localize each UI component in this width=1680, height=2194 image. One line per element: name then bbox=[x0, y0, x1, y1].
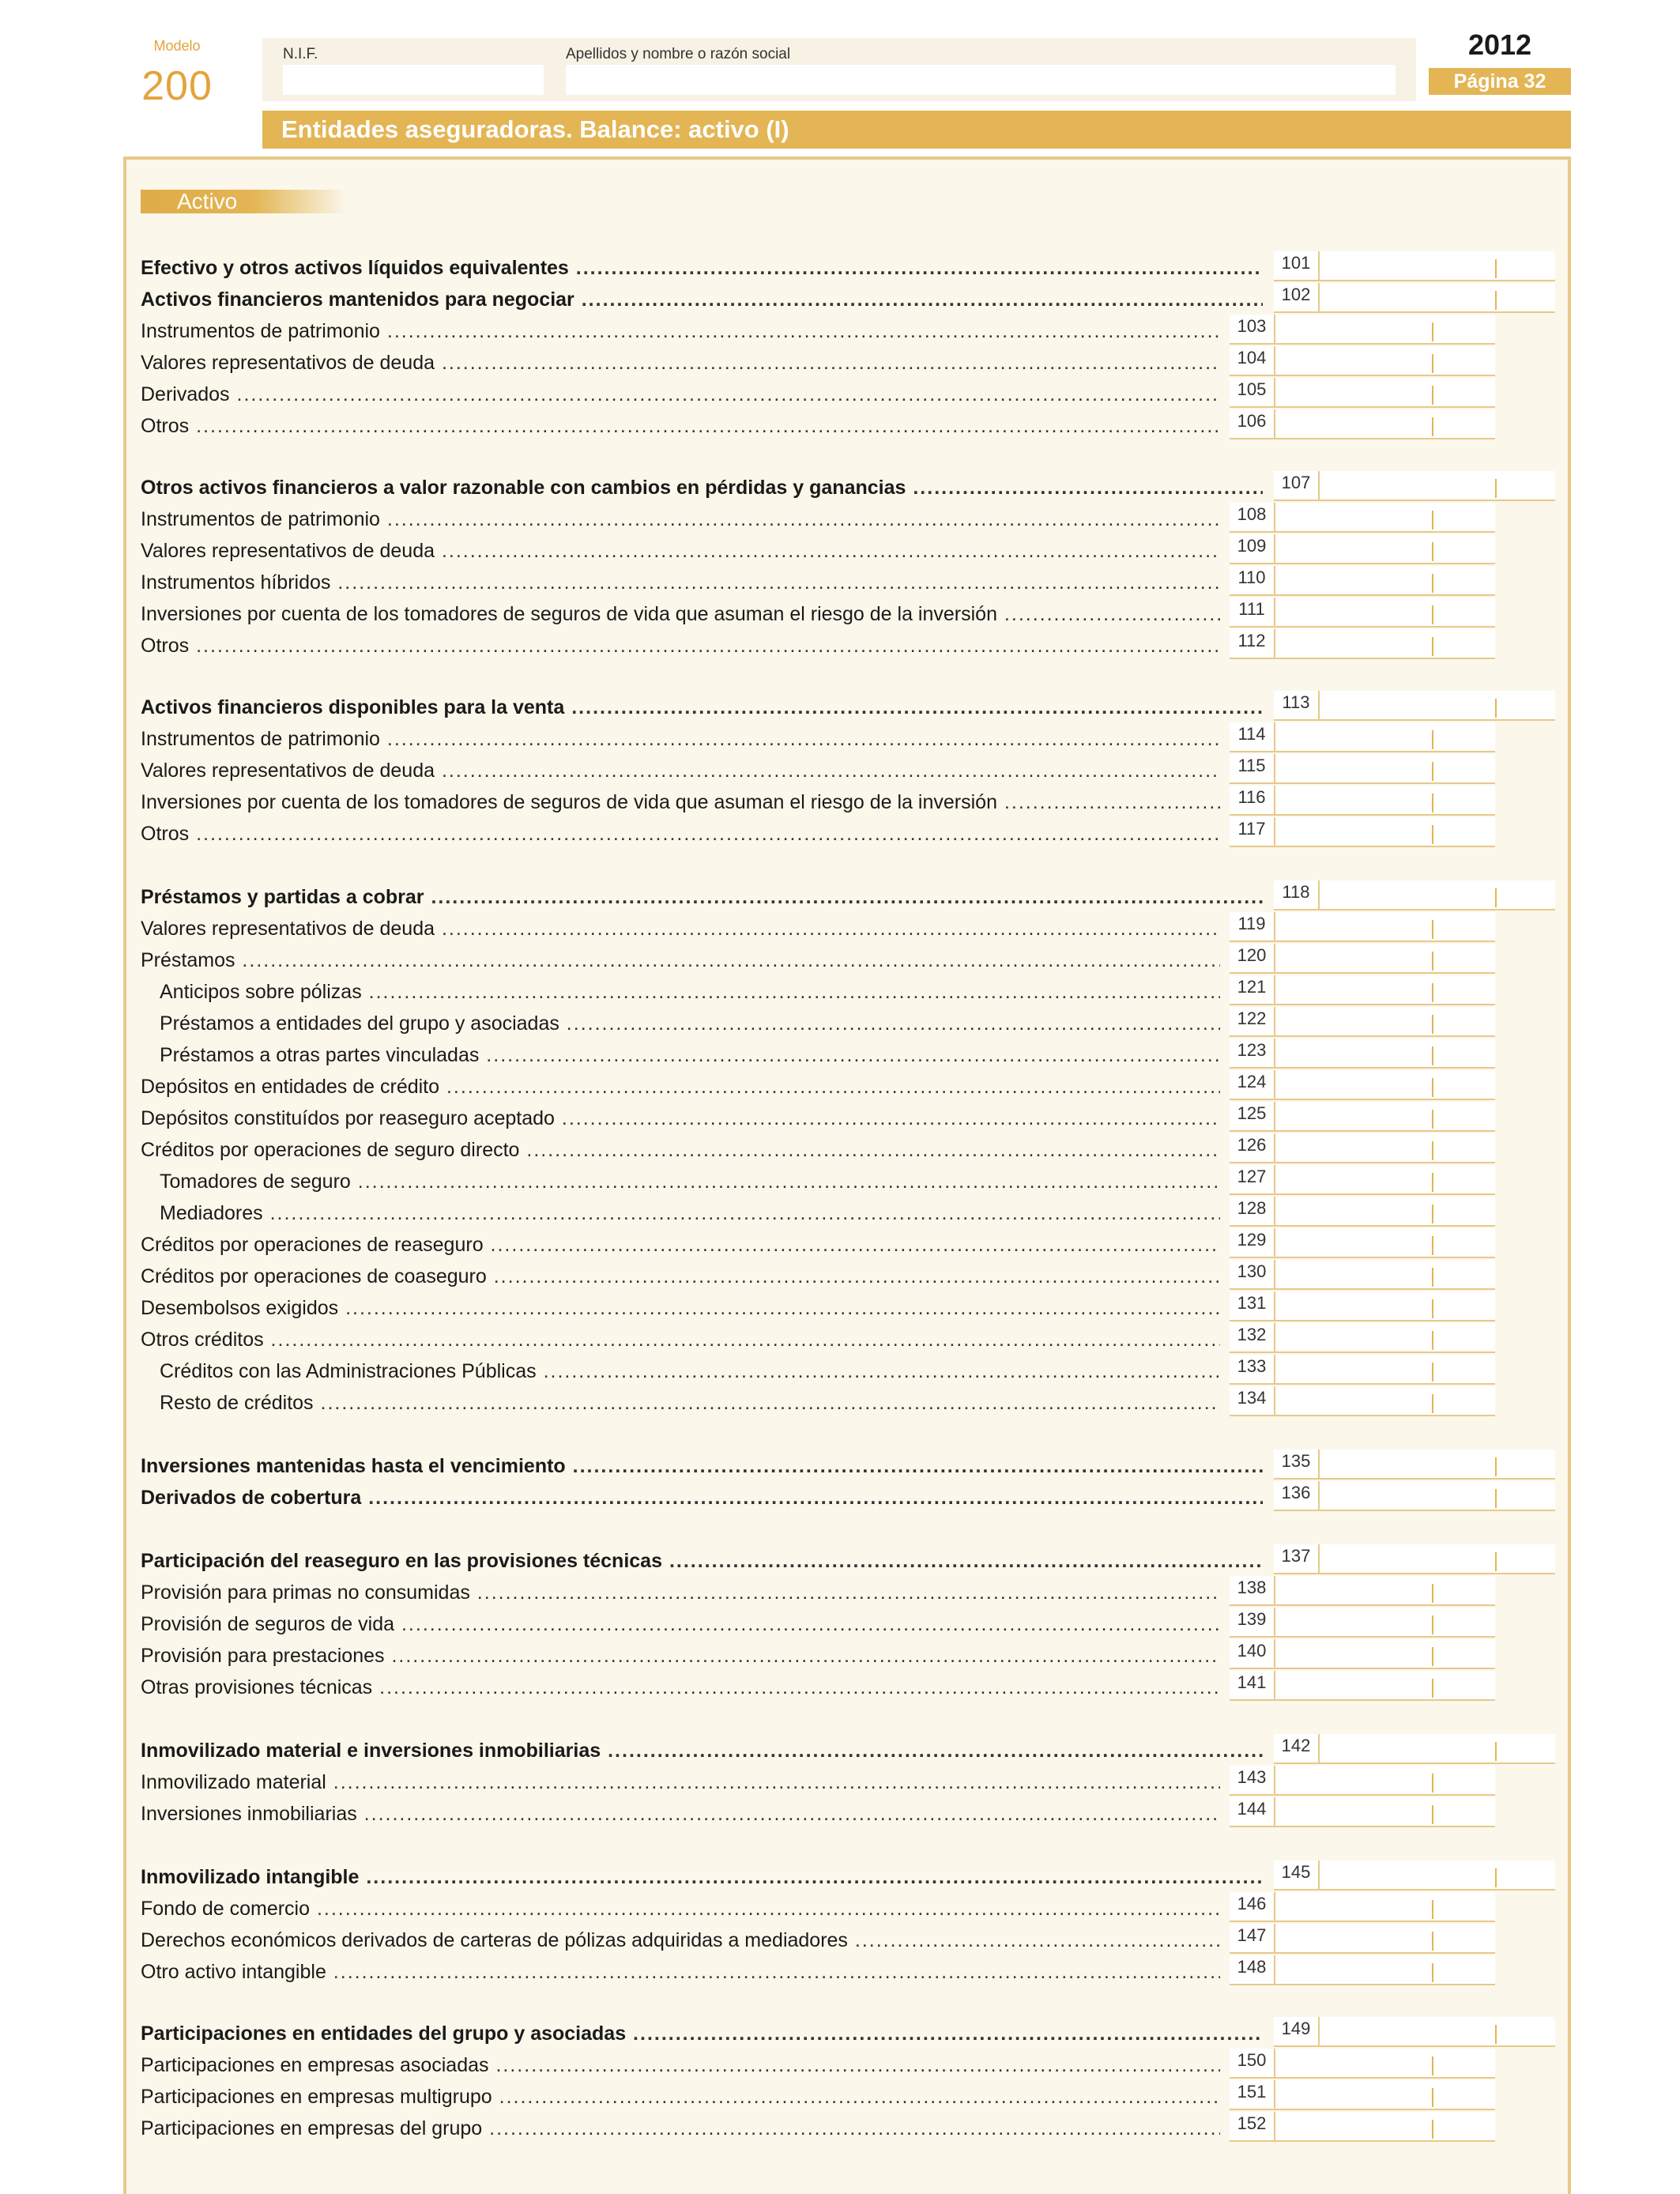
box-code: 111 bbox=[1230, 598, 1275, 626]
decimal-separator bbox=[1432, 1805, 1433, 1824]
amount-field-131[interactable] bbox=[1230, 1291, 1495, 1321]
amount-field-148[interactable] bbox=[1230, 1955, 1495, 1985]
row-label: Depósitos constituídos por reaseguro aceptado ..... bbox=[141, 1106, 1220, 1130]
row-label: Inversiones mantenidas hasta el vencimiento ..... bbox=[141, 1454, 1263, 1478]
amount-field-103[interactable] bbox=[1230, 315, 1495, 345]
form-row-126 bbox=[141, 1133, 1555, 1165]
form-row-138 bbox=[141, 1576, 1555, 1608]
amount-field-133[interactable] bbox=[1230, 1355, 1495, 1385]
row-label: Valores representativos de deuda ..... bbox=[141, 917, 1220, 941]
decimal-separator bbox=[1432, 1173, 1433, 1192]
form-row-129 bbox=[141, 1228, 1555, 1260]
decimal-separator bbox=[1432, 637, 1433, 656]
form-row-152 bbox=[141, 2112, 1555, 2143]
box-code: 152 bbox=[1230, 2112, 1275, 2140]
decimal-separator bbox=[1432, 920, 1433, 939]
decimal-separator bbox=[1432, 417, 1433, 436]
form-row-122 bbox=[141, 1007, 1555, 1039]
decimal-separator bbox=[1432, 1204, 1433, 1223]
amount-field-145[interactable] bbox=[1274, 1860, 1555, 1891]
row-label: Instrumentos híbridos ..... bbox=[141, 571, 1220, 594]
modelo-label: Modelo bbox=[153, 38, 201, 54]
row-label: Inmovilizado intangible ..... bbox=[141, 1865, 1263, 1889]
decimal-separator bbox=[1432, 1963, 1433, 1982]
box-code: 104 bbox=[1230, 346, 1275, 375]
form-row-105 bbox=[141, 378, 1555, 409]
decimal-separator bbox=[1432, 730, 1433, 749]
row-label: Otros ..... bbox=[141, 414, 1220, 438]
form-row-141 bbox=[141, 1671, 1555, 1702]
amount-field-152[interactable] bbox=[1230, 2112, 1495, 2142]
row-label: Inversiones inmobiliarias ..... bbox=[141, 1802, 1220, 1826]
row-label: Inversiones por cuenta de los tomadores de seguros de vida que asuman el riesgo de la inversión ..... bbox=[141, 790, 1220, 814]
amount-field-124[interactable] bbox=[1230, 1070, 1495, 1100]
box-code: 109 bbox=[1230, 534, 1275, 563]
row-label: Fondo de comercio ..... bbox=[141, 1897, 1220, 1921]
decimal-separator bbox=[1432, 1932, 1433, 1951]
box-code: 101 bbox=[1274, 251, 1320, 280]
form-row-107 bbox=[141, 471, 1555, 503]
form-row-143 bbox=[141, 1766, 1555, 1797]
decimal-separator bbox=[1432, 2088, 1433, 2107]
amount-field-108[interactable] bbox=[1230, 503, 1495, 533]
amount-field-134[interactable] bbox=[1230, 1386, 1495, 1416]
decimal-separator bbox=[1432, 2120, 1433, 2139]
taxpayer-header bbox=[262, 38, 1416, 101]
form-row-116 bbox=[141, 786, 1555, 817]
amount-field-151[interactable] bbox=[1230, 2080, 1495, 2110]
box-code: 150 bbox=[1230, 2049, 1275, 2077]
row-label: Valores representativos de deuda ..... bbox=[141, 759, 1220, 782]
row-label: Valores representativos de deuda ..... bbox=[141, 539, 1220, 563]
amount-field-144[interactable] bbox=[1230, 1797, 1495, 1827]
box-code: 121 bbox=[1230, 975, 1275, 1004]
amount-field-128[interactable] bbox=[1230, 1197, 1495, 1227]
box-code: 127 bbox=[1230, 1165, 1275, 1193]
box-code: 113 bbox=[1274, 691, 1320, 719]
box-code: 120 bbox=[1230, 944, 1275, 972]
nif-label: N.I.F. bbox=[283, 46, 318, 62]
row-label: Activos financieros disponibles para la venta ..... bbox=[141, 696, 1263, 719]
name-field[interactable] bbox=[566, 65, 1396, 95]
row-label: Derivados ..... bbox=[141, 383, 1220, 406]
box-code: 144 bbox=[1230, 1797, 1275, 1826]
decimal-separator bbox=[1432, 322, 1433, 341]
amount-field-125[interactable] bbox=[1230, 1102, 1495, 1132]
decimal-separator bbox=[1432, 1141, 1433, 1160]
row-label: Participación del reaseguro en las provisiones técnicas ..... bbox=[141, 1549, 1263, 1573]
form-row-140 bbox=[141, 1639, 1555, 1671]
amount-field-117[interactable] bbox=[1230, 817, 1495, 847]
decimal-separator bbox=[1432, 1394, 1433, 1413]
form-row-137 bbox=[141, 1544, 1555, 1576]
row-label: Activos financieros mantenidos para negociar ..... bbox=[141, 288, 1263, 311]
decimal-separator bbox=[1432, 1110, 1433, 1129]
amount-field-110[interactable] bbox=[1230, 566, 1495, 596]
decimal-separator bbox=[1495, 699, 1497, 718]
amount-field-113[interactable] bbox=[1274, 691, 1555, 721]
section-tab-activo: Activo bbox=[141, 190, 346, 213]
row-label: Derechos económicos derivados de carteras de pólizas adquiridas a mediadores ..... bbox=[141, 1928, 1220, 1952]
amount-field-115[interactable] bbox=[1230, 754, 1495, 784]
box-code: 149 bbox=[1274, 2017, 1320, 2045]
box-code: 134 bbox=[1230, 1386, 1275, 1415]
box-code: 124 bbox=[1230, 1070, 1275, 1099]
row-label: Participaciones en entidades del grupo y asociadas ..... bbox=[141, 2022, 1263, 2045]
row-label: Otros créditos ..... bbox=[141, 1328, 1220, 1351]
form-row-109 bbox=[141, 534, 1555, 566]
box-code: 103 bbox=[1230, 315, 1275, 343]
decimal-separator bbox=[1495, 2025, 1497, 2044]
form-row-139 bbox=[141, 1608, 1555, 1639]
amount-field-129[interactable] bbox=[1230, 1228, 1495, 1258]
form-row-147 bbox=[141, 1924, 1555, 1955]
amount-field-138[interactable] bbox=[1230, 1576, 1495, 1606]
row-label: Inmovilizado material e inversiones inmobiliarias ..... bbox=[141, 1739, 1263, 1762]
form-row-144 bbox=[141, 1797, 1555, 1829]
decimal-separator bbox=[1432, 1647, 1433, 1666]
form-row-127 bbox=[141, 1165, 1555, 1197]
year: 2012 bbox=[1467, 28, 1532, 61]
box-code: 145 bbox=[1274, 1860, 1320, 1889]
box-code: 123 bbox=[1230, 1039, 1275, 1067]
form-row-108 bbox=[141, 503, 1555, 534]
page-number: Página 32 bbox=[1429, 68, 1571, 95]
form-row-148 bbox=[141, 1955, 1555, 1987]
amount-field-114[interactable] bbox=[1230, 722, 1495, 752]
box-code: 106 bbox=[1230, 409, 1275, 438]
box-code: 107 bbox=[1274, 471, 1320, 499]
row-label: Otros activos financieros a valor razonable con cambios en pérdidas y ganancias ..... bbox=[141, 476, 1263, 499]
box-code: 142 bbox=[1274, 1734, 1320, 1762]
box-code: 151 bbox=[1230, 2080, 1275, 2109]
page-title: Entidades aseguradoras. Balance: activo (I) bbox=[262, 111, 1571, 149]
amount-field-149[interactable] bbox=[1274, 2017, 1555, 2047]
decimal-separator bbox=[1432, 1363, 1433, 1382]
form-row-131 bbox=[141, 1291, 1555, 1323]
form-row-104 bbox=[141, 346, 1555, 378]
decimal-separator bbox=[1432, 1268, 1433, 1287]
decimal-separator bbox=[1495, 888, 1497, 907]
decimal-separator bbox=[1495, 479, 1497, 498]
decimal-separator bbox=[1432, 1046, 1433, 1065]
form-row-150 bbox=[141, 2049, 1555, 2080]
box-code: 137 bbox=[1274, 1544, 1320, 1573]
form-row-110 bbox=[141, 566, 1555, 598]
box-code: 143 bbox=[1230, 1766, 1275, 1794]
form-row-146 bbox=[141, 1892, 1555, 1924]
amount-field-126[interactable] bbox=[1230, 1133, 1495, 1163]
form-row-133 bbox=[141, 1355, 1555, 1386]
amount-field-146[interactable] bbox=[1230, 1892, 1495, 1922]
decimal-separator bbox=[1432, 1584, 1433, 1603]
amount-field-136[interactable] bbox=[1274, 1481, 1555, 1511]
form-row-121 bbox=[141, 975, 1555, 1007]
decimal-separator bbox=[1432, 574, 1433, 593]
amount-field-132[interactable] bbox=[1230, 1323, 1495, 1353]
form-row-135 bbox=[141, 1449, 1555, 1481]
box-code: 108 bbox=[1230, 503, 1275, 531]
form-row-112 bbox=[141, 629, 1555, 661]
box-code: 128 bbox=[1230, 1197, 1275, 1225]
decimal-separator bbox=[1432, 762, 1433, 781]
box-code: 119 bbox=[1230, 912, 1275, 941]
amount-field-112[interactable] bbox=[1230, 629, 1495, 659]
decimal-separator bbox=[1432, 825, 1433, 844]
form-row-134 bbox=[141, 1386, 1555, 1418]
decimal-separator bbox=[1495, 1489, 1497, 1508]
row-label: Inversiones por cuenta de los tomadores de seguros de vida que asuman el riesgo de la inversión ..... bbox=[141, 602, 1220, 626]
row-label: Provisión para prestaciones ..... bbox=[141, 1644, 1220, 1668]
form-row-111 bbox=[141, 598, 1555, 629]
form-row-125 bbox=[141, 1102, 1555, 1133]
form-row-119 bbox=[141, 912, 1555, 944]
decimal-separator bbox=[1495, 1742, 1497, 1761]
decimal-separator bbox=[1432, 1015, 1433, 1034]
form-row-103 bbox=[141, 315, 1555, 346]
box-code: 141 bbox=[1230, 1671, 1275, 1699]
row-label: Mediadores ..... bbox=[160, 1201, 1220, 1225]
box-code: 146 bbox=[1230, 1892, 1275, 1921]
row-label: Resto de créditos ..... bbox=[160, 1391, 1220, 1415]
row-label: Instrumentos de patrimonio ..... bbox=[141, 727, 1220, 751]
amount-field-106[interactable] bbox=[1230, 409, 1495, 439]
form-row-102 bbox=[141, 283, 1555, 315]
form-row-113 bbox=[141, 691, 1555, 722]
form-row-124 bbox=[141, 1070, 1555, 1102]
form-row-149 bbox=[141, 2017, 1555, 2049]
amount-field-105[interactable] bbox=[1230, 378, 1495, 408]
decimal-separator bbox=[1432, 2056, 1433, 2075]
decimal-separator bbox=[1432, 386, 1433, 405]
amount-field-139[interactable] bbox=[1230, 1608, 1495, 1638]
decimal-separator bbox=[1432, 1299, 1433, 1318]
decimal-separator bbox=[1495, 1868, 1497, 1887]
box-code: 118 bbox=[1274, 880, 1320, 909]
decimal-separator bbox=[1495, 1457, 1497, 1476]
row-label: Créditos por operaciones de reaseguro ..... bbox=[141, 1233, 1220, 1257]
box-code: 129 bbox=[1230, 1228, 1275, 1257]
amount-field-104[interactable] bbox=[1230, 346, 1495, 376]
year-block bbox=[1429, 28, 1571, 95]
box-code: 133 bbox=[1230, 1355, 1275, 1383]
form-row-130 bbox=[141, 1260, 1555, 1291]
row-label: Depósitos en entidades de crédito ..... bbox=[141, 1075, 1220, 1099]
form-row-106 bbox=[141, 409, 1555, 441]
box-code: 135 bbox=[1274, 1449, 1320, 1478]
form-row-128 bbox=[141, 1197, 1555, 1228]
row-label: Préstamos y partidas a cobrar ..... bbox=[141, 885, 1263, 909]
box-code: 148 bbox=[1230, 1955, 1275, 1984]
box-code: 131 bbox=[1230, 1291, 1275, 1320]
amount-field-101[interactable] bbox=[1274, 251, 1555, 281]
row-label: Créditos con las Administraciones Públicas ..... bbox=[160, 1359, 1220, 1383]
row-label: Instrumentos de patrimonio ..... bbox=[141, 319, 1220, 343]
decimal-separator bbox=[1432, 1679, 1433, 1698]
decimal-separator bbox=[1432, 542, 1433, 561]
box-code: 132 bbox=[1230, 1323, 1275, 1351]
row-label: Inmovilizado material ..... bbox=[141, 1770, 1220, 1794]
row-label: Créditos por operaciones de seguro directo ..... bbox=[141, 1138, 1220, 1162]
form-row-123 bbox=[141, 1039, 1555, 1070]
box-code: 138 bbox=[1230, 1576, 1275, 1604]
box-code: 136 bbox=[1274, 1481, 1320, 1510]
amount-field-137[interactable] bbox=[1274, 1544, 1555, 1574]
row-label: Otros ..... bbox=[141, 634, 1220, 658]
box-code: 126 bbox=[1230, 1133, 1275, 1162]
row-label: Préstamos a otras partes vinculadas ..... bbox=[160, 1043, 1220, 1067]
row-label: Efectivo y otros activos líquidos equivalentes ..... bbox=[141, 256, 1263, 280]
box-code: 140 bbox=[1230, 1639, 1275, 1668]
decimal-separator bbox=[1432, 511, 1433, 530]
decimal-separator bbox=[1432, 354, 1433, 373]
nif-field[interactable] bbox=[283, 65, 544, 95]
decimal-separator bbox=[1432, 1078, 1433, 1097]
amount-field-127[interactable] bbox=[1230, 1165, 1495, 1195]
amount-field-143[interactable] bbox=[1230, 1766, 1495, 1796]
decimal-separator bbox=[1432, 1331, 1433, 1350]
form-row-145 bbox=[141, 1860, 1555, 1892]
box-code: 147 bbox=[1230, 1924, 1275, 1952]
row-label: Préstamos ..... bbox=[141, 948, 1220, 972]
amount-field-130[interactable] bbox=[1230, 1260, 1495, 1290]
box-code: 114 bbox=[1230, 722, 1275, 751]
box-code: 112 bbox=[1230, 629, 1275, 658]
row-label: Otros ..... bbox=[141, 822, 1220, 846]
name-label: Apellidos y nombre o razón social bbox=[566, 46, 791, 62]
amount-field-147[interactable] bbox=[1230, 1924, 1495, 1954]
amount-field-107[interactable] bbox=[1274, 471, 1555, 501]
form-row-132 bbox=[141, 1323, 1555, 1355]
amount-field-135[interactable] bbox=[1274, 1449, 1555, 1480]
row-label: Derivados de cobertura ..... bbox=[141, 1486, 1263, 1510]
decimal-separator bbox=[1432, 794, 1433, 812]
row-label: Participaciones en empresas del grupo ..... bbox=[141, 2117, 1220, 2140]
form-row-136 bbox=[141, 1481, 1555, 1513]
row-label: Anticipos sobre pólizas ..... bbox=[160, 980, 1220, 1004]
amount-field-142[interactable] bbox=[1274, 1734, 1555, 1764]
amount-field-120[interactable] bbox=[1230, 944, 1495, 974]
decimal-separator bbox=[1432, 605, 1433, 624]
box-code: 115 bbox=[1230, 754, 1275, 782]
row-label: Préstamos a entidades del grupo y asociadas ..... bbox=[160, 1012, 1220, 1035]
row-label: Tomadores de seguro ..... bbox=[160, 1170, 1220, 1193]
row-label: Otro activo intangible ..... bbox=[141, 1960, 1220, 1984]
modelo-number: 200 bbox=[141, 63, 213, 109]
form-row-142 bbox=[141, 1734, 1555, 1766]
form-row-115 bbox=[141, 754, 1555, 786]
amount-field-118[interactable] bbox=[1274, 880, 1555, 910]
amount-field-141[interactable] bbox=[1230, 1671, 1495, 1701]
amount-field-140[interactable] bbox=[1230, 1639, 1495, 1669]
row-label: Provisión para primas no consumidas ..... bbox=[141, 1581, 1220, 1604]
row-label: Créditos por operaciones de coaseguro ..... bbox=[141, 1265, 1220, 1288]
decimal-separator bbox=[1432, 983, 1433, 1002]
box-code: 117 bbox=[1230, 817, 1275, 846]
amount-field-109[interactable] bbox=[1230, 534, 1495, 564]
form-row-117 bbox=[141, 817, 1555, 849]
amount-field-119[interactable] bbox=[1230, 912, 1495, 942]
form-row-114 bbox=[141, 722, 1555, 754]
form-row-151 bbox=[141, 2080, 1555, 2112]
row-label: Instrumentos de patrimonio ..... bbox=[141, 507, 1220, 531]
box-code: 102 bbox=[1274, 283, 1320, 311]
row-label: Otras provisiones técnicas ..... bbox=[141, 1676, 1220, 1699]
decimal-separator bbox=[1432, 1774, 1433, 1793]
box-code: 125 bbox=[1230, 1102, 1275, 1130]
amount-field-122[interactable] bbox=[1230, 1007, 1495, 1037]
amount-field-111[interactable] bbox=[1230, 598, 1495, 628]
form-row-118 bbox=[141, 880, 1555, 912]
modelo-block bbox=[133, 38, 221, 110]
box-code: 105 bbox=[1230, 378, 1275, 406]
row-label: Valores representativos de deuda ..... bbox=[141, 351, 1220, 375]
amount-field-116[interactable] bbox=[1230, 786, 1495, 816]
amount-field-121[interactable] bbox=[1230, 975, 1495, 1005]
decimal-separator bbox=[1495, 291, 1497, 310]
amount-field-123[interactable] bbox=[1230, 1039, 1495, 1069]
box-code: 116 bbox=[1230, 786, 1275, 814]
row-label: Desembolsos exigidos ..... bbox=[141, 1296, 1220, 1320]
form-row-120 bbox=[141, 944, 1555, 975]
decimal-separator bbox=[1495, 1552, 1497, 1571]
row-label: Participaciones en empresas asociadas ..... bbox=[141, 2053, 1220, 2077]
form-row-101 bbox=[141, 251, 1555, 283]
decimal-separator bbox=[1432, 952, 1433, 971]
decimal-separator bbox=[1432, 1900, 1433, 1919]
box-code: 130 bbox=[1230, 1260, 1275, 1288]
box-code: 139 bbox=[1230, 1608, 1275, 1636]
box-code: 122 bbox=[1230, 1007, 1275, 1035]
row-label: Provisión de seguros de vida ..... bbox=[141, 1612, 1220, 1636]
amount-field-150[interactable] bbox=[1230, 2049, 1495, 2079]
amount-field-102[interactable] bbox=[1274, 283, 1555, 313]
decimal-separator bbox=[1432, 1236, 1433, 1255]
box-code: 110 bbox=[1230, 566, 1275, 594]
decimal-separator bbox=[1495, 259, 1497, 278]
decimal-separator bbox=[1432, 1615, 1433, 1634]
row-label: Participaciones en empresas multigrupo ..... bbox=[141, 2085, 1220, 2109]
